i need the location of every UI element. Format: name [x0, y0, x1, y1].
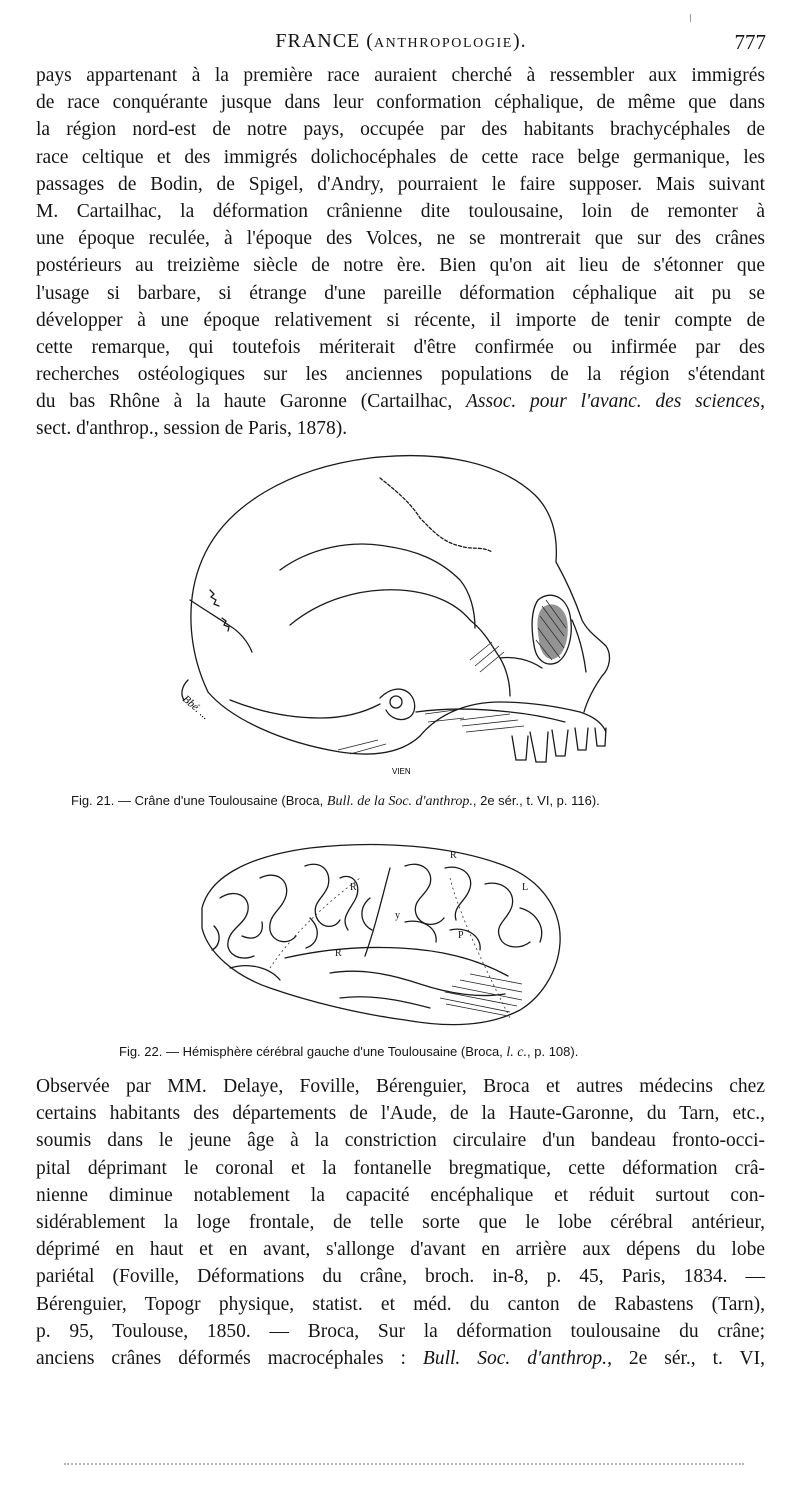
running-title: FRANCE (ANTHROPOLOGIE). [275, 30, 527, 52]
brain-label: y [395, 910, 400, 921]
text-line: cette remarque, qui toutefois mériterait d'être confirmée ou infirmée par des [36, 336, 765, 358]
artist-signature: Bbé. ... [180, 693, 212, 723]
text-line: passages de Bodin, de Spigel, d'Andry, pourraient le faire supposer. Mais suivant [36, 173, 765, 195]
text-line: pital déprimant le coronal et la fontanelle bregmatique, cette déformation crâ- [36, 1157, 765, 1179]
text-line: certains habitants des départements de l'Aude, de la Haute-Garonne, du Tarn, etc., [36, 1103, 765, 1125]
text-line: pays appartenant à la première race auraient cherché à ressembler aux immigrés [36, 65, 765, 86]
text-line: sect. d'anthrop., session de Paris, 1878). [36, 418, 348, 440]
engraver-mark: VIEN [392, 767, 411, 776]
text-line: sidérablement la loge frontale, de telle sorte que le lobe cérébral antérieur, [36, 1211, 765, 1233]
text-line: Observée par MM. Delaye, Foville, Bérenguier, Broca et autres médecins chez [36, 1076, 765, 1097]
text-line: développer à une époque relativement si récente, il importe de tenir compte de [36, 309, 765, 331]
bleed-through-rule [64, 1463, 744, 1467]
text-line: déprimé en haut et en avant, s'allonge d'avant en arrière aux dépens du lobe [36, 1239, 765, 1261]
text-line: M. Cartailhac, la déformation crânienne dite toulousaine, loin de remonter à [36, 200, 765, 222]
page-number: 777 [734, 30, 766, 54]
brain-label: R [450, 850, 457, 861]
text-line: l'usage si barbare, si étrange d'une pareille déformation céphalique ait pu se [36, 282, 765, 304]
text-line: de race conquérante jusque dans leur conformation céphalique, de même que dans [36, 92, 765, 114]
text-line: recherches ostéologiques sur les anciennes populations de la région s'étendant [36, 364, 765, 386]
figure-21-caption: Fig. 21. — Crâne d'une Toulousaine (Broca, Bull. de la Soc. d'anthrop., 2e sér., t. VI, p. 116). [71, 793, 600, 809]
paragraph-main [36, 1073, 765, 1372]
figure-22-caption: Fig. 22. — Hémisphère cérébral gauche d'une Toulousaine (Broca, l. c., p. 108). [119, 1044, 579, 1060]
text-line: la région nord-est de notre pays, occupée par des habitants brachycéphales de [36, 119, 765, 141]
running-header [36, 30, 766, 56]
text-line: p. 95, Toulouse, 1850. — Broca, Sur la déformation toulousaine du crâne; [36, 1320, 765, 1342]
figure-skull-illustration [170, 450, 630, 780]
text-line: postérieurs au treizième siècle de notre ère. Bien qu'on ait lieu de s'étonner que [36, 255, 765, 277]
text-line: pariétal (Foville, Déformations du crâne, broch. in-8, p. 45, Paris, 1834. — [36, 1266, 765, 1288]
skull-drawing [170, 450, 630, 780]
text-line: Bérenguier, Topogr physique, statist. et méd. du canton de Rabastens (Tarn), [36, 1293, 765, 1315]
brain-label: R [350, 882, 357, 893]
text-line: anciens crânes déformés macrocéphales : Bull. Soc. d'anthrop., 2e sér., t. VI, [36, 1347, 765, 1369]
text-line: du bas Rhône à la haute Garonne (Cartailhac, Assoc. pour l'avanc. des sciences, [36, 391, 765, 413]
paragraph-continued [36, 62, 765, 443]
text-line: nienne diminue notablement la capacité encéphalique et réduit surtout con- [36, 1184, 765, 1206]
text-line: soumis dans le jeune âge à la constriction circulaire d'un bandeau fronto-occi- [36, 1130, 765, 1152]
text-line: race celtique et des immigrés dolichocéphales de cette race belge germanique, les [36, 146, 765, 168]
text-line: une époque reculée, à l'époque des Volces, ne se montrerait que sur des crânes [36, 228, 765, 250]
figure-brain-illustration [190, 838, 575, 1033]
brain-drawing [190, 838, 575, 1033]
brain-label: L [522, 882, 529, 893]
brain-label: P [458, 930, 464, 941]
brain-label: R [335, 948, 342, 959]
margin-mark [690, 14, 691, 22]
